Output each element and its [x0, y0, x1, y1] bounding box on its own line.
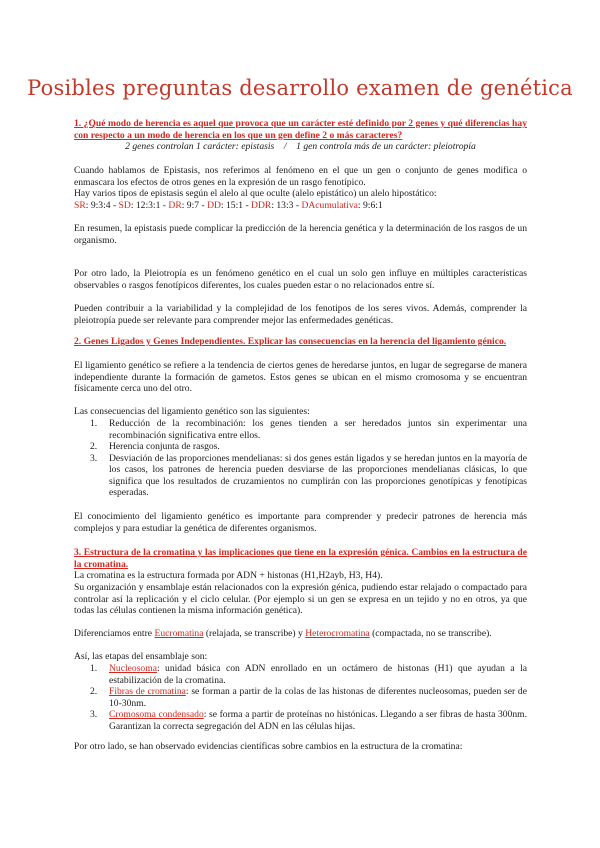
consequences-list	[74, 418, 527, 499]
stage-name: Fibras de cromatina	[109, 686, 186, 697]
type-value: : 13:3	[271, 200, 294, 211]
list-item-number: 1.	[90, 418, 98, 429]
stages-intro: Así, las etapas del ensamblaje son:	[74, 651, 208, 662]
list-item	[74, 418, 527, 441]
list-item-text: Reducción de la recombinación: los genes tienden a ser heredados juntos sin experimentar una recombinación significativa entre ellos.	[109, 418, 527, 441]
cromatina-definition: La cromatina es la estructura formada por ADN + histonas (H1,H2ayb, H3, H4).	[74, 570, 383, 581]
pleiotropia-relevance: Pueden contribuir a la variabilidad y la complejidad de los fenotipos de los seres vivos. Además, comprender la pleiotropía puede ser relevante para comprender mejor las enfermedades genéticas.	[74, 303, 527, 326]
type-separator: -	[160, 200, 169, 211]
list-item-number: 2.	[90, 441, 98, 452]
list-item-number: 3.	[90, 709, 98, 720]
heterocromatina-term: Heterocromatina	[305, 628, 370, 639]
subtitle-separator: /	[283, 141, 287, 152]
stage-text: : se forman a partir de la colas de las histonas de diferentes nucleosomas, pueden ser de 10-30nm.	[109, 686, 527, 709]
epistasis-types-list	[74, 200, 527, 212]
type-name: DR	[168, 200, 182, 211]
type-separator: -	[110, 200, 119, 211]
document-title: Posibles preguntas desarrollo examen de genética	[27, 76, 573, 100]
type-value: : 15:1	[220, 200, 244, 211]
stage-text: : unidad básica con ADN enrollado en un octámero de histonas (H1) que ayudan a la estabilización de la cromatina.	[109, 663, 527, 686]
cromatina-changes-intro: Por otro lado, se han observado evidencias científicas sobre cambios en la estructura de la cromatina:	[74, 741, 463, 752]
type-value: : 9:7	[181, 200, 200, 211]
type-separator: -	[293, 200, 302, 211]
cromatina-types-text: (relajada, se transcribe) y	[203, 628, 306, 639]
stage-name: Nucleosoma	[109, 663, 157, 674]
pleiotropia-paragraph: Por otro lado, la Pleiotropía es un fenómeno genético en el cual un solo gen influye en múltiples características observables o rasgos fenotípicos diferentes, los cuales pueden estar o no relacionados entre sí.	[74, 268, 527, 291]
cromatina-organization: Su organización y ensamblaje están relacionados con la expresión génica, pudiendo estar relajado o compactado para controlar así la replicación y el ciclo celular. (Por ejemplo si un gen se expresa en un tejido y no en otros, ya que todas las células contienen la misma información genética).	[74, 582, 527, 616]
question-3-heading: 3. Estructura de la cromatina y las implicaciones que tiene en la expresión génica. Cambios en la estructura de la cromatina.	[74, 547, 527, 570]
type-value: : 9:3:4	[85, 200, 111, 211]
list-item	[74, 686, 527, 709]
list-item-number: 2.	[90, 686, 98, 697]
type-separator: -	[243, 200, 252, 211]
stages-list	[74, 663, 527, 732]
question-1-heading: 1. ¿Qué modo de herencia es aquel que provoca que un carácter esté definido por 2 genes y qué diferencias hay con respecto a un modo de herencia en los que un gen define 2 o más caracteres?	[74, 118, 527, 141]
type-value: : 9:6:1	[357, 200, 383, 211]
type-name: SD	[118, 200, 131, 211]
subtitle-pleiotropia: 1 gen controla más de un carácter: pleiotropía	[296, 141, 476, 152]
question-1-subtitle	[74, 141, 527, 153]
cromatina-types-text: Diferenciamos entre	[74, 628, 155, 639]
type-name: DD	[207, 200, 221, 211]
type-name: SR	[74, 200, 86, 211]
list-item-text: Desviación de las proporciones mendelianas: si dos genes están ligados y se heredan juntos en la mayoría de los casos, los patrones de herencia pueden desviarse de las proporciones mendelianas clásicas, lo que significa que los resultados de cruzamientos no cumplirán con las proporciones genotípicas y fenotípicas esperadas.	[109, 452, 527, 498]
list-item-number: 1.	[90, 663, 98, 674]
type-name: DAcumulativa	[301, 200, 358, 211]
consequences-intro: Las consecuencias del ligamiento genético son las siguientes:	[74, 406, 310, 417]
epistasis-types-intro: Hay varios tipos de epistasis según el alelo al que oculte (alelo epistático) un alelo hipostático:	[74, 188, 437, 199]
stage-text: : se forma a partir de proteínas no histónicas. Llegando a ser fibras de hasta 300nm. Garantizan la correcta segregación del ADN en las células hijas.	[109, 709, 527, 732]
ligamiento-definition: El ligamiento genético se refiere a la tendencia de ciertos genes de heredarse juntos, en lugar de segregarse de manera independiente durante la formación de gametos. Estos genes se ubican en el mismo cromosoma y se encuentran físicamente cerca uno del otro.	[74, 360, 527, 394]
list-item-text: Herencia conjunta de rasgos.	[109, 441, 220, 452]
epistasis-paragraph: Cuando hablamos de Epistasis, nos referimos al fenómeno en el que un gen o conjunto de genes modifica o enmascara los efectos de otros genes en la expresión de un rasgo fenotípico.	[74, 165, 527, 188]
list-item	[74, 453, 527, 499]
list-item	[74, 441, 527, 453]
type-separator: -	[199, 200, 208, 211]
stage-name: Cromosoma condensado	[109, 709, 204, 720]
list-item	[74, 663, 527, 686]
cromatina-types	[74, 628, 527, 640]
question-2-heading: 2. Genes Ligados y Genes Independientes. Explicar las consecuencias en la herencia del ligamiento génico.	[74, 336, 507, 347]
subtitle-epistasis: 2 genes controlan 1 carácter: epistasis	[125, 141, 275, 152]
list-item	[74, 709, 527, 732]
type-value: : 12:3:1	[130, 200, 161, 211]
eucromatina-term: Eucromatina	[154, 628, 204, 639]
list-item-number: 3.	[90, 452, 98, 464]
cromatina-types-text: (compactada, no se transcribe).	[369, 628, 492, 639]
epistasis-summary: En resumen, la epistasis puede complicar la predicción de la herencia genética y la determinación de los rasgos de un organismo.	[74, 223, 527, 246]
type-name: DDR	[251, 200, 272, 211]
ligamiento-conclusion: El conocimiento del ligamiento genético es importante para comprender y predecir patrones de herencia más complejos y para estudiar la genética de diferentes organismos.	[74, 511, 527, 534]
